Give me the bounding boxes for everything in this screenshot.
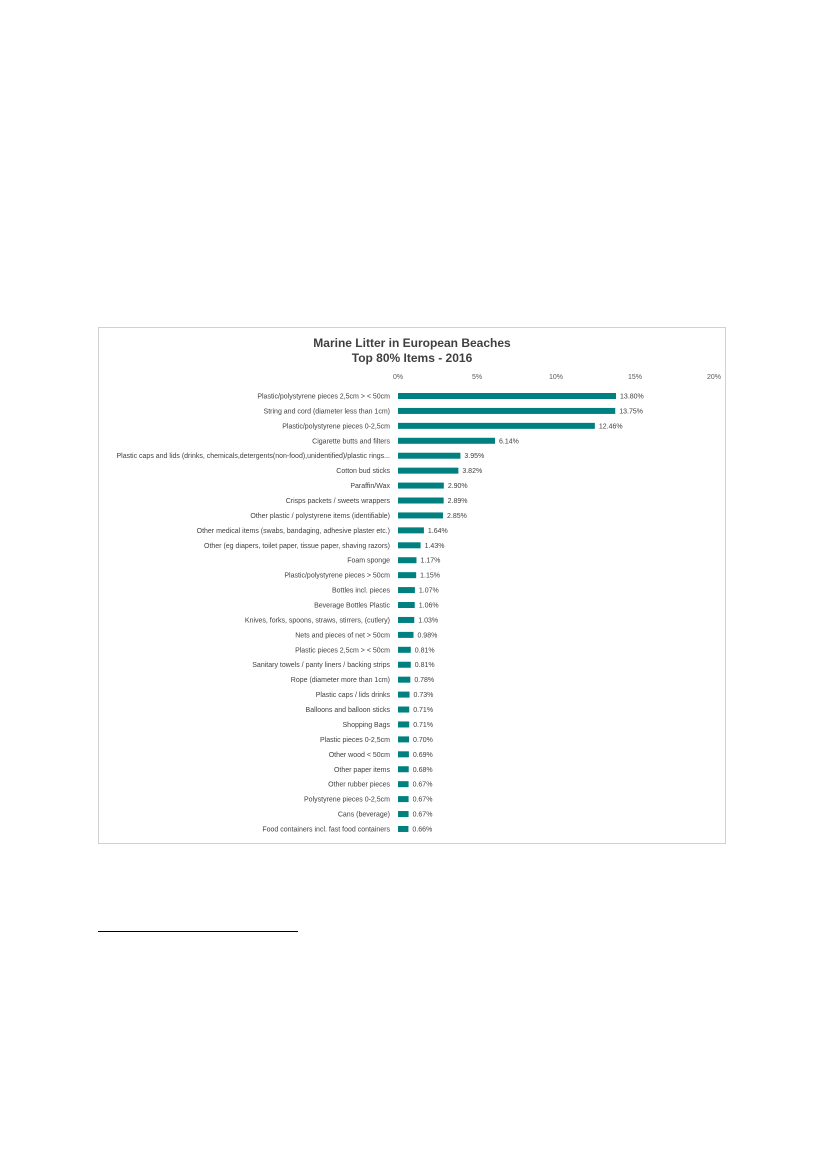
category-label: Plastic/polystyrene pieces 0-2,5cm xyxy=(282,423,390,431)
bar xyxy=(398,393,616,399)
bar xyxy=(398,617,414,623)
category-label: Other plastic / polystyrene items (identifiable) xyxy=(250,512,390,520)
bar xyxy=(398,468,458,474)
category-label: Cans (beverage) xyxy=(337,811,390,819)
bar xyxy=(398,438,495,444)
data-label: 13.80% xyxy=(620,393,644,401)
bar xyxy=(398,587,415,593)
bar xyxy=(398,647,411,653)
category-label: Plastic caps and lids (drinks, chemicals,detergents(non-food),unidentified)/plastic rings... xyxy=(116,453,390,461)
bar-chart xyxy=(99,328,725,843)
data-label: 1.17% xyxy=(420,557,441,565)
x-tick-label: 0% xyxy=(392,374,404,381)
data-label: 13.75% xyxy=(619,408,643,416)
category-label: Plastic/polystyrene pieces > 50cm xyxy=(284,572,390,580)
category-label: Plastic/polystyrene pieces 2,5cm > < 50cm xyxy=(257,393,390,401)
category-label: Beverage Bottles Plastic xyxy=(314,602,390,610)
x-axis-ticks xyxy=(393,374,721,381)
data-label: 3.95% xyxy=(464,453,485,461)
category-label: Other paper items xyxy=(333,766,390,774)
data-label: 0.78% xyxy=(414,677,435,685)
x-tick-label: 5% xyxy=(471,374,483,381)
category-label: Cigarette butts and filters xyxy=(312,438,390,446)
category-label: Polystyrene pieces 0-2,5cm xyxy=(304,796,390,804)
bar xyxy=(398,557,416,563)
footnote-rule xyxy=(98,931,298,932)
bar xyxy=(398,692,410,698)
category-label: Crisps packets / sweets wrappers xyxy=(285,498,390,506)
data-label: 2.85% xyxy=(447,512,467,520)
category-label: Plastic pieces 2,5cm > < 50cm xyxy=(295,647,390,655)
bar xyxy=(398,498,444,504)
bar xyxy=(398,736,409,742)
category-label: Rope (diameter more than 1cm) xyxy=(290,677,390,685)
category-label: Other (eg diapers, toilet paper, tissue paper, shaving razors) xyxy=(204,542,390,550)
data-label: 1.64% xyxy=(427,527,448,535)
category-label: Plastic caps / lids drinks xyxy=(315,692,390,700)
category-label: Paraffin/Wax xyxy=(350,483,390,491)
category-labels xyxy=(116,394,390,834)
data-label: 0.98% xyxy=(417,632,438,640)
bar xyxy=(398,662,411,668)
bar xyxy=(398,542,421,548)
data-label: 2.89% xyxy=(447,498,468,506)
data-label: 0.70% xyxy=(413,736,433,744)
bar xyxy=(398,781,409,787)
bar xyxy=(398,632,413,638)
bar xyxy=(398,423,595,429)
category-label: Bottles incl. pieces xyxy=(332,587,390,595)
value-labels xyxy=(412,394,643,834)
category-label: Shopping Bags xyxy=(342,721,390,729)
data-label: 0.81% xyxy=(414,662,435,670)
data-label: 0.71% xyxy=(413,707,434,715)
bar xyxy=(398,408,615,414)
category-label: Nets and pieces of net > 50cm xyxy=(295,632,390,640)
x-tick-label: 15% xyxy=(627,374,643,381)
data-label: 1.03% xyxy=(418,617,439,625)
category-label: Cotton bud sticks xyxy=(336,468,390,476)
chart-frame xyxy=(98,327,726,844)
data-label: 0.67% xyxy=(412,796,433,804)
bar xyxy=(398,811,409,817)
data-label: 0.81% xyxy=(414,647,435,655)
category-label: Other rubber pieces xyxy=(328,781,390,789)
data-label: 1.06% xyxy=(418,602,439,610)
data-label: 1.43% xyxy=(424,542,445,550)
category-label: Plastic pieces 0-2,5cm xyxy=(319,736,390,744)
data-label: 0.71% xyxy=(413,721,434,729)
x-tick-label: 20% xyxy=(706,374,722,381)
bar xyxy=(398,512,443,518)
chart-subtitle: Top 80% Items - 2016 xyxy=(351,351,473,365)
category-label: Knives, forks, spoons, straws, stirrers, (cutlery) xyxy=(244,617,390,625)
bar xyxy=(398,572,416,578)
data-label: 12.46% xyxy=(598,423,623,431)
data-label: 1.15% xyxy=(420,572,441,580)
category-label: Sanitary towels / panty liners / backing strips xyxy=(252,662,390,670)
category-label: Other medical items (swabs, bandaging, adhesive plaster etc.) xyxy=(196,527,390,535)
bar xyxy=(398,766,409,772)
category-label: Balloons and balloon sticks xyxy=(305,707,390,715)
data-label: 0.67% xyxy=(412,811,433,819)
bar xyxy=(398,751,409,757)
bar xyxy=(398,527,424,533)
category-label: Foam sponge xyxy=(347,557,390,565)
bar xyxy=(398,453,460,459)
category-label: String and cord (diameter less than 1cm) xyxy=(263,408,390,416)
data-label: 1.07% xyxy=(418,587,439,595)
data-label: 0.69% xyxy=(412,751,433,759)
data-label: 6.14% xyxy=(499,438,519,446)
bar xyxy=(398,483,444,489)
data-label: 0.68% xyxy=(412,766,433,774)
bar xyxy=(398,721,409,727)
bar xyxy=(398,677,410,683)
data-label: 3.82% xyxy=(462,468,483,476)
data-label: 0.66% xyxy=(412,826,433,834)
bar xyxy=(398,796,409,802)
bar xyxy=(398,826,408,832)
x-tick-label: 10% xyxy=(548,374,564,381)
category-label: Food containers incl. fast food containers xyxy=(262,826,390,834)
bar xyxy=(398,602,415,608)
data-label: 0.73% xyxy=(413,692,434,700)
chart-title: Marine Litter in European Beaches xyxy=(313,336,511,350)
bar xyxy=(398,707,409,713)
category-label: Other wood < 50cm xyxy=(328,751,390,759)
data-label: 0.67% xyxy=(412,781,433,789)
data-label: 2.90% xyxy=(447,483,468,491)
